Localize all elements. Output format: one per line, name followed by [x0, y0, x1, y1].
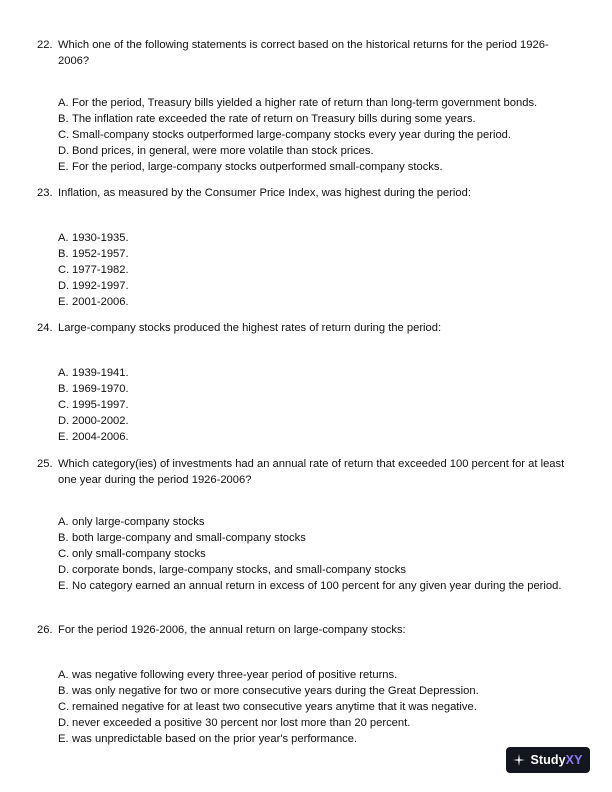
option-b — [58, 683, 578, 699]
question-stem — [37, 320, 577, 336]
option-c — [58, 397, 578, 413]
option-text: Small-company stocks outperformed large-company stocks every year during the period. — [72, 129, 511, 141]
option-letter: B. — [58, 383, 69, 395]
option-b — [58, 111, 578, 127]
option-text: 1977-1982. — [72, 264, 129, 276]
question-stem — [37, 622, 577, 638]
option-list — [58, 667, 578, 747]
option-letter: E. — [58, 161, 69, 173]
option-text: 1969-1970. — [72, 383, 129, 395]
option-text: 1995-1997. — [72, 399, 129, 411]
option-b — [58, 381, 578, 397]
option-letter: C. — [58, 701, 70, 713]
option-d — [58, 413, 578, 429]
brand-name-part-study: Study — [530, 753, 566, 767]
option-c — [58, 127, 578, 143]
option-text: both large-company and small-company stocks — [72, 532, 306, 544]
question-text: Which one of the following statements is correct based on the historical returns for the period 1926-2006? — [58, 39, 549, 67]
question-text: Large-company stocks produced the highest rates of return during the period: — [58, 322, 442, 334]
option-text: 2001-2006. — [72, 296, 129, 308]
option-c — [58, 262, 578, 278]
question-stem — [37, 185, 577, 201]
option-d — [58, 715, 578, 731]
option-letter: E. — [58, 580, 69, 592]
option-text: 2000-2002. — [72, 415, 129, 427]
question-23 — [37, 185, 577, 308]
option-letter: D. — [58, 145, 70, 157]
option-c — [58, 546, 578, 562]
option-text: was negative following every three-year period of positive returns. — [72, 669, 398, 681]
option-list — [58, 514, 578, 594]
option-letter: A. — [58, 97, 69, 109]
question-number: 24. — [37, 322, 53, 334]
option-letter: A. — [58, 516, 69, 528]
option-b — [58, 246, 578, 262]
option-text: only small-company stocks — [72, 548, 206, 560]
option-letter: A. — [58, 232, 69, 244]
option-d — [58, 562, 578, 578]
option-text: For the period, large-company stocks outperformed small-company stocks. — [72, 161, 443, 173]
option-letter: D. — [58, 717, 70, 729]
option-list — [58, 95, 578, 175]
brand-name — [530, 753, 582, 767]
option-letter: B. — [58, 113, 69, 125]
question-text: Which category(ies) of investments had an annual rate of return that exceeded 100 percent for at least one year during the period 1926-2006? — [58, 458, 565, 486]
question-stem — [37, 37, 577, 69]
option-letter: C. — [58, 264, 70, 276]
option-letter: B. — [58, 248, 69, 260]
option-text: corporate bonds, large-company stocks, and small-company stocks — [72, 564, 406, 576]
question-number: 23. — [37, 187, 53, 199]
question-stem — [37, 456, 577, 488]
question-22 — [37, 37, 577, 173]
option-letter: D. — [58, 564, 70, 576]
option-e — [58, 731, 578, 747]
question-number: 22. — [37, 39, 53, 51]
option-text: never exceeded a positive 30 percent nor lost more than 20 percent. — [72, 717, 411, 729]
option-a — [58, 667, 578, 683]
option-e — [58, 159, 578, 175]
option-d — [58, 278, 578, 294]
brand-name-part-xy: XY — [565, 753, 583, 767]
question-number: 25. — [37, 458, 53, 470]
question-24 — [37, 320, 577, 443]
option-letter: E. — [58, 431, 69, 443]
option-a — [58, 95, 578, 111]
option-e — [58, 294, 578, 310]
option-list — [58, 365, 578, 445]
question-text: For the period 1926-2006, the annual return on large-company stocks: — [58, 624, 406, 636]
option-text: only large-company stocks — [72, 516, 205, 528]
option-text: 2004-2006. — [72, 431, 129, 443]
option-text: For the period, Treasury bills yielded a higher rate of return than long-term government bonds. — [72, 97, 538, 109]
question-number: 26. — [37, 624, 53, 636]
option-text: 1952-1957. — [72, 248, 129, 260]
option-text: No category earned an annual return in excess of 100 percent for any given year during the period. — [72, 580, 562, 592]
option-e — [58, 578, 578, 594]
option-letter: A. — [58, 367, 69, 379]
option-text: was unpredictable based on the prior year's performance. — [72, 733, 358, 745]
option-letter: C. — [58, 548, 70, 560]
option-text: remained negative for at least two consecutive years anytime that it was negative. — [72, 701, 477, 713]
option-list — [58, 230, 578, 310]
question-26 — [37, 622, 577, 745]
option-a — [58, 514, 578, 530]
option-c — [58, 699, 578, 715]
option-text: 1992-1997. — [72, 280, 129, 292]
option-letter: C. — [58, 399, 70, 411]
option-text: The inflation rate exceeded the rate of return on Treasury bills during some years. — [72, 113, 476, 125]
plus-sparkle-icon — [513, 754, 525, 766]
option-d — [58, 143, 578, 159]
option-letter: E. — [58, 296, 69, 308]
option-text: Bond prices, in general, were more volatile than stock prices. — [72, 145, 374, 157]
option-a — [58, 230, 578, 246]
option-b — [58, 530, 578, 546]
option-letter: D. — [58, 280, 70, 292]
question-25 — [37, 456, 577, 592]
option-letter: C. — [58, 129, 70, 141]
option-text: was only negative for two or more consecutive years during the Great Depression. — [72, 685, 479, 697]
option-letter: B. — [58, 685, 69, 697]
option-letter: E. — [58, 733, 69, 745]
option-letter: D. — [58, 415, 70, 427]
question-text: Inflation, as measured by the Consumer Price Index, was highest during the period: — [58, 187, 471, 199]
option-a — [58, 365, 578, 381]
option-text: 1930-1935. — [72, 232, 129, 244]
option-letter: A. — [58, 669, 69, 681]
studyxy-logo-badge[interactable] — [506, 747, 590, 773]
option-e — [58, 429, 578, 445]
option-letter: B. — [58, 532, 69, 544]
option-text: 1939-1941. — [72, 367, 129, 379]
